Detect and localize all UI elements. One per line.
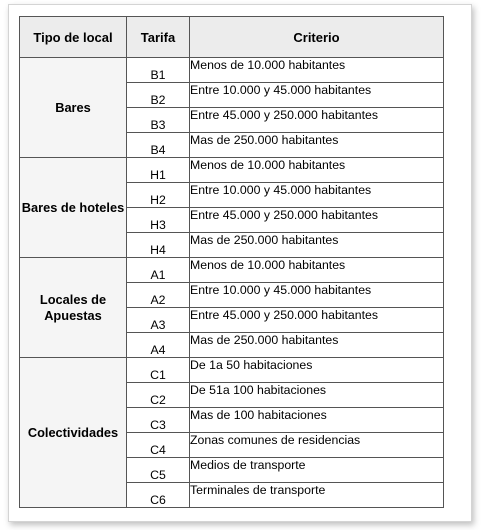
criterio-cell: Menos de 10.000 habitantes xyxy=(190,158,444,183)
criterio-cell: Mas de 250.000 habitantes xyxy=(190,133,444,158)
tarifa-cell: C3 xyxy=(127,408,190,433)
table-body xyxy=(20,58,444,508)
criterio-cell: Menos de 10.000 habitantes xyxy=(190,258,444,283)
tarifa-cell: C1 xyxy=(127,358,190,383)
criterio-cell: Entre 10.000 y 45.000 habitantes xyxy=(190,183,444,208)
tarifa-cell: A1 xyxy=(127,258,190,283)
criterio-cell: De 1a 50 habitaciones xyxy=(190,358,444,383)
criterio-cell: Terminales de transporte xyxy=(190,483,444,508)
table-row xyxy=(20,358,444,383)
table-row xyxy=(20,158,444,183)
tarifa-cell: B2 xyxy=(127,83,190,108)
tarifa-cell: A3 xyxy=(127,308,190,333)
tarifa-cell: C5 xyxy=(127,458,190,483)
tarifa-cell: H3 xyxy=(127,208,190,233)
tarifa-cell: C4 xyxy=(127,433,190,458)
tarifa-cell: B3 xyxy=(127,108,190,133)
criterio-cell: Mas de 250.000 habitantes xyxy=(190,233,444,258)
criterio-cell: Mas de 100 habitaciones xyxy=(190,408,444,433)
criterio-cell: Entre 45.000 y 250.000 habitantes xyxy=(190,108,444,133)
criterio-cell: De 51a 100 habitaciones xyxy=(190,383,444,408)
header-tarifa: Tarifa xyxy=(127,17,190,58)
tarifa-cell: A4 xyxy=(127,333,190,358)
criterio-cell: Zonas comunes de residencias xyxy=(190,433,444,458)
criterio-cell: Entre 45.000 y 250.000 habitantes xyxy=(190,208,444,233)
tarifa-cell: B4 xyxy=(127,133,190,158)
table-row xyxy=(20,258,444,283)
tarifa-cell: B1 xyxy=(127,58,190,83)
criterio-cell: Entre 10.000 y 45.000 habitantes xyxy=(190,283,444,308)
tarifa-cell: H4 xyxy=(127,233,190,258)
group-label: Locales de Apuestas xyxy=(20,258,127,358)
tarifa-cell: H2 xyxy=(127,183,190,208)
criterio-cell: Menos de 10.000 habitantes xyxy=(190,58,444,83)
tarifa-cell: C2 xyxy=(127,383,190,408)
criterio-cell: Mas de 250.000 habitantes xyxy=(190,333,444,358)
table-row xyxy=(20,58,444,83)
criterio-cell: Entre 10.000 y 45.000 habitantes xyxy=(190,83,444,108)
tarifa-cell: H1 xyxy=(127,158,190,183)
tarifa-cell: C6 xyxy=(127,483,190,508)
group-label: Colectividades xyxy=(20,358,127,508)
group-label: Bares de hoteles xyxy=(20,158,127,258)
tariff-table xyxy=(19,16,444,508)
group-label: Bares xyxy=(20,58,127,158)
tarifa-cell: A2 xyxy=(127,283,190,308)
header-criterio: Criterio xyxy=(190,17,444,58)
table-header-row xyxy=(20,17,444,58)
criterio-cell: Entre 45.000 y 250.000 habitantes xyxy=(190,308,444,333)
criterio-cell: Medios de transporte xyxy=(190,458,444,483)
header-tipo-de-local: Tipo de local xyxy=(20,17,127,58)
